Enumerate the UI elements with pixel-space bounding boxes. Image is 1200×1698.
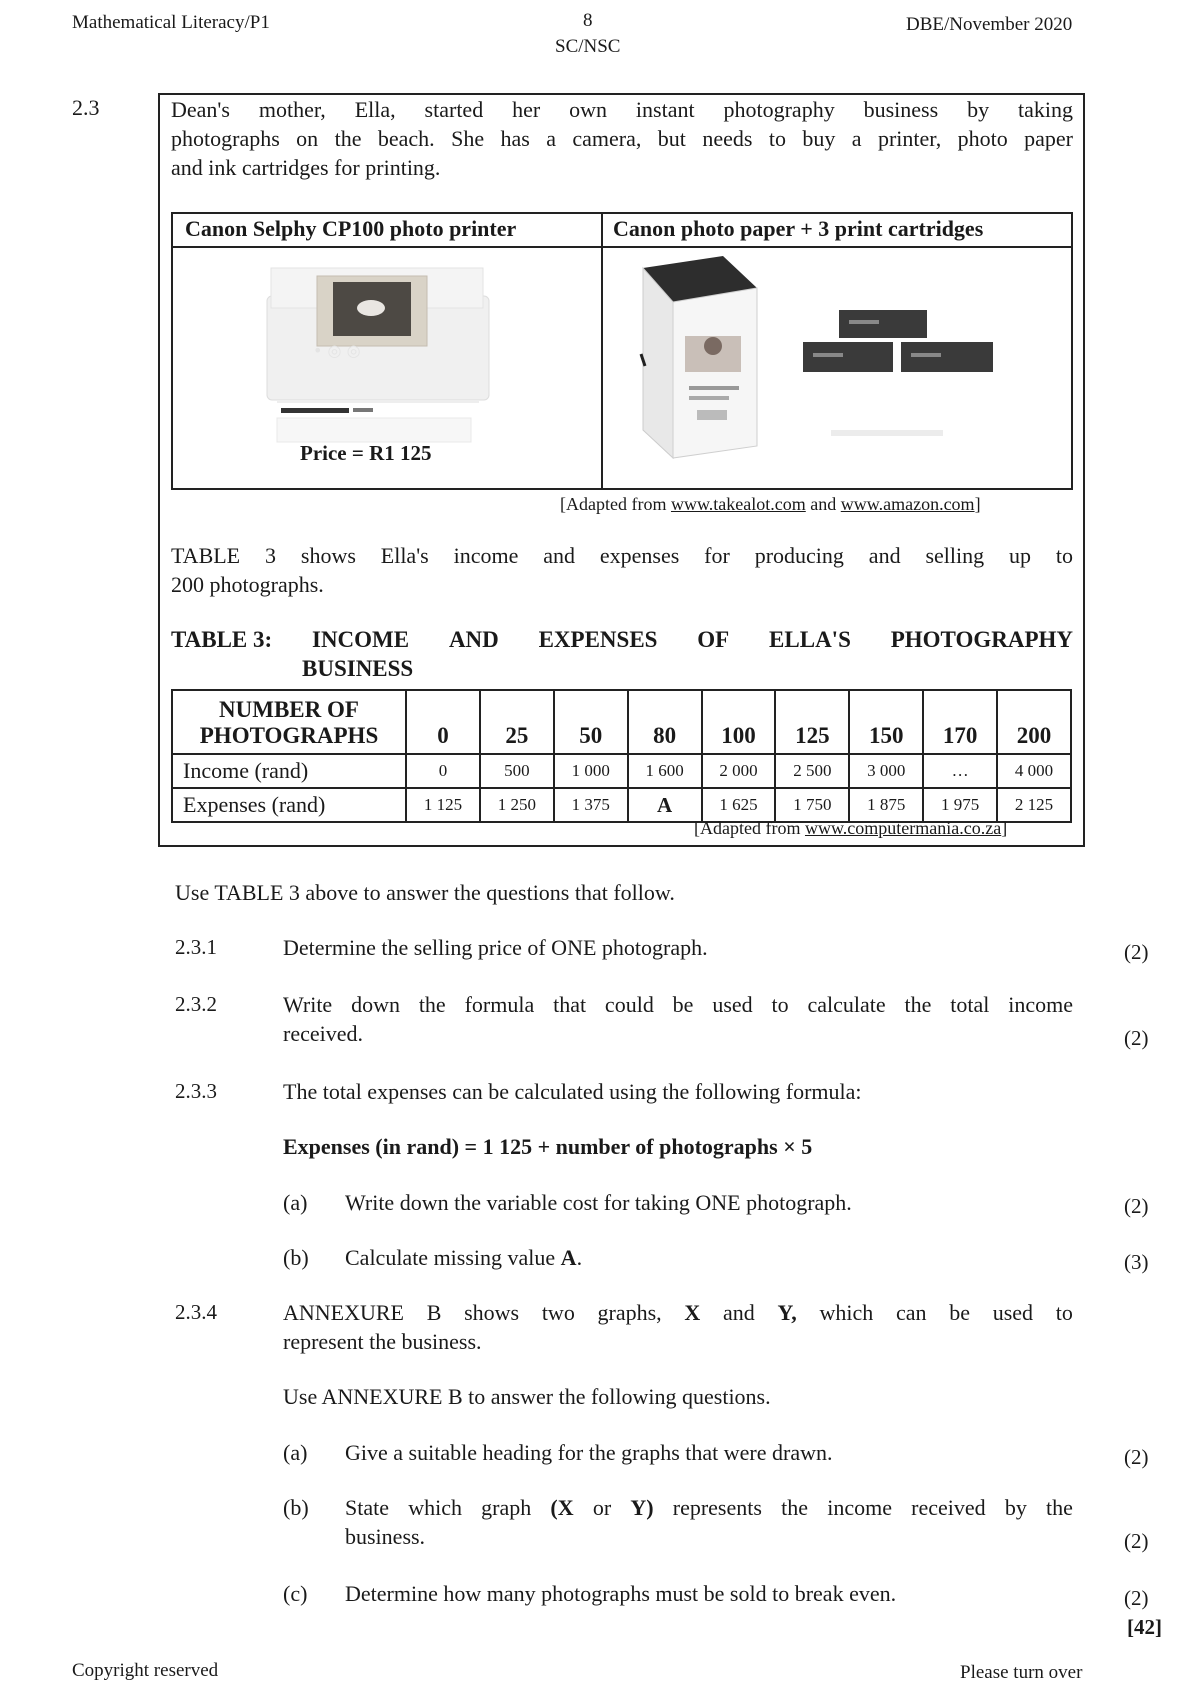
column-header: 0 [406, 690, 480, 754]
column-header: 170 [923, 690, 997, 754]
printer-heading: Canon Selphy CP100 photo printer [185, 216, 517, 241]
expenses-cell: 1 625 [702, 788, 776, 822]
q234-number: 2.3.4 [175, 1300, 217, 1324]
q234c-label: (c) [283, 1581, 308, 1606]
q234c-marks: (2) [1124, 1586, 1149, 1610]
table-intro [171, 541, 1073, 599]
page-number: 8 [583, 10, 593, 31]
q231-text: Determine the selling price of ONE photograph. [283, 935, 708, 960]
use-annexure-instruction: Use ANNEXURE B to answer the following questions. [283, 1384, 771, 1409]
q233a-label: (a) [283, 1190, 308, 1215]
printer-price: Price = R1 125 [300, 441, 432, 465]
product-table [171, 212, 1073, 490]
question-number: 2.3 [72, 95, 100, 120]
q234a-text: Give a suitable heading for the graphs that were drawn. [345, 1440, 833, 1465]
expenses-row [172, 788, 1071, 822]
table-title: TABLE 3: INCOME AND EXPENSES OF ELLA'S PHOTOGRAPHY [171, 627, 1073, 652]
products-source: [Adapted from www.takealot.com and www.amazon.com] [560, 494, 981, 514]
header-left: Mathematical Literacy/P1 [72, 12, 270, 33]
column-header: 80 [628, 690, 702, 754]
expenses-cell: 1 375 [554, 788, 628, 822]
expenses-cell: 1 125 [406, 788, 480, 822]
q234b-label: (b) [283, 1495, 309, 1520]
q234-text-line2: represent the business. [283, 1329, 482, 1354]
use-table-instruction: Use TABLE 3 above to answer the questions that follow. [175, 880, 675, 905]
income-cell: 3 000 [849, 754, 923, 788]
header-right: DBE/November 2020 [906, 14, 1073, 35]
income-cell: 500 [480, 754, 554, 788]
q234b-text-line2: business. [345, 1524, 426, 1549]
footer-right: Please turn over [960, 1662, 1083, 1683]
intro-line: photographs on the beach. She has a camera, but needs to buy a printer, photo paper [171, 126, 1073, 151]
income-cell: 2 000 [702, 754, 776, 788]
q234-text: ANNEXURE B shows two graphs, X and Y, which can be used to [283, 1300, 1073, 1325]
q234a-marks: (2) [1124, 1445, 1149, 1469]
income-cell: 1 600 [628, 754, 702, 788]
q231-marks: (2) [1124, 940, 1149, 964]
expenses-cell: 1 250 [480, 788, 554, 822]
income-row [172, 754, 1071, 788]
income-label: Income (rand) [172, 754, 406, 788]
intro-paragraph [171, 95, 1073, 182]
q231-number: 2.3.1 [175, 935, 217, 959]
income-cell: 1 000 [554, 754, 628, 788]
q233b-label: (b) [283, 1245, 309, 1270]
q232-marks: (2) [1124, 1026, 1149, 1050]
income-expenses-table [171, 689, 1072, 823]
column-header: 125 [775, 690, 849, 754]
printer-image [253, 256, 503, 456]
computermania-link[interactable]: www.computermania.co.za [804, 818, 1002, 838]
paper-cartridges-image [613, 250, 1053, 480]
q232-text-line2: received. [283, 1021, 363, 1046]
q234a-label: (a) [283, 1440, 308, 1465]
q232-text: Write down the formula that could be used to calculate the total income [283, 992, 1073, 1017]
income-cell: 4 000 [997, 754, 1071, 788]
q233a-text: Write down the variable cost for taking ONE photograph. [345, 1190, 852, 1215]
q232-number: 2.3.2 [175, 992, 217, 1016]
intro-line: and ink cartridges for printing. [171, 155, 441, 180]
expenses-cell: A [628, 788, 702, 822]
table-source: [Adapted from www.computermania.co.za] [694, 818, 1008, 838]
income-cell: … [923, 754, 997, 788]
q233b-marks: (3) [1124, 1250, 1149, 1274]
paper-heading: Canon photo paper + 3 print cartridges [613, 216, 984, 241]
table-intro-line: TABLE 3 shows Ella's income and expenses for producing and selling up to [171, 543, 1073, 568]
expenses-cell: 1 975 [923, 788, 997, 822]
table-intro-line: 200 photographs. [171, 572, 324, 597]
intro-line: Dean's mother, Ella, started her own instant photography business by taking [171, 97, 1073, 122]
column-header: 200 [997, 690, 1071, 754]
q233a-marks: (2) [1124, 1194, 1149, 1218]
income-cell: 2 500 [775, 754, 849, 788]
q233-number: 2.3.3 [175, 1079, 217, 1103]
footer-left: Copyright reserved [72, 1660, 219, 1681]
header-center: SC/NSC [555, 36, 621, 57]
total-marks: [42] [1127, 1615, 1162, 1639]
table-title-line2: BUSINESS [302, 656, 414, 681]
q233b-text: Calculate missing value A. [345, 1245, 583, 1270]
expenses-label: Expenses (rand) [172, 788, 406, 822]
income-cell: 0 [406, 754, 480, 788]
column-header: 150 [849, 690, 923, 754]
expenses-cell: 1 875 [849, 788, 923, 822]
column-header: 100 [702, 690, 776, 754]
q234b-marks: (2) [1124, 1529, 1149, 1553]
svg-text:• ◎ ◎: • ◎ ◎ [313, 341, 361, 360]
amazon-link[interactable]: www.amazon.com [840, 494, 975, 514]
q233-text: The total expenses can be calculated using the following formula: [283, 1079, 862, 1104]
column-header: 50 [554, 690, 628, 754]
expenses-cell: 1 750 [775, 788, 849, 822]
table-header-row [172, 690, 1071, 754]
expenses-cell: 2 125 [997, 788, 1071, 822]
column-header: 25 [480, 690, 554, 754]
q234b-text: State which graph (X or Y) represents the income received by the [345, 1495, 1073, 1520]
q234c-text: Determine how many photographs must be sold to break even. [345, 1581, 897, 1606]
header-label: NUMBER OF PHOTOGRAPHS [172, 690, 406, 754]
takealot-link[interactable]: www.takealot.com [670, 494, 806, 514]
expenses-formula: Expenses (in rand) = 1 125 + number of photographs × 5 [283, 1134, 813, 1159]
